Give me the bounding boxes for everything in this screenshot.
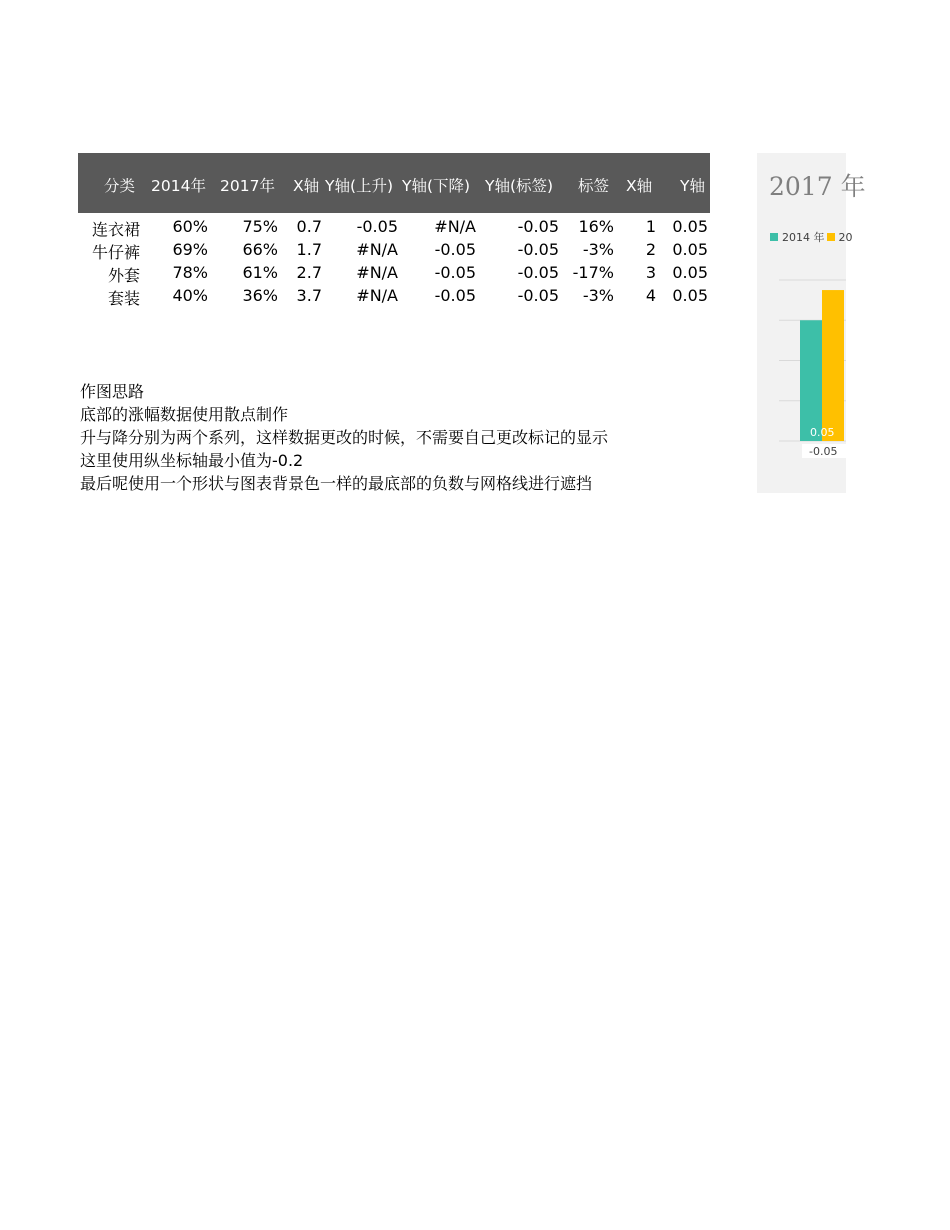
chart-panel[interactable] <box>757 153 866 493</box>
table-cell: -0.05 <box>517 263 559 282</box>
header-y-axis: Y轴 <box>680 177 705 195</box>
table-header-row <box>78 153 710 213</box>
chart-title: 2017 年 <box>769 172 866 201</box>
table-cell: 3.7 <box>296 286 322 305</box>
table-cell: 16% <box>578 217 614 236</box>
table-cell: -0.05 <box>434 286 476 305</box>
table-cell: -0.05 <box>434 240 476 259</box>
header-x-axis: X轴 <box>293 177 320 195</box>
table-cell: 61% <box>242 263 278 282</box>
table-cell: -0.05 <box>517 240 559 259</box>
table-cell: 2.7 <box>296 263 322 282</box>
header-label: 标签 <box>578 177 610 195</box>
table-cell: 40% <box>172 286 208 305</box>
table-cell: 4 <box>645 286 656 305</box>
data-table <box>78 153 710 307</box>
header-category: 分类 <box>104 177 136 195</box>
table-cell: -3% <box>582 240 614 259</box>
row-category: 外套 <box>107 266 140 285</box>
table-cell: #N/A <box>356 286 398 305</box>
table-cell: -0.05 <box>356 217 398 236</box>
header-x-axis-2: X轴 <box>626 177 653 195</box>
table-cell: -3% <box>582 286 614 305</box>
note-line: 作图思路 <box>80 382 145 401</box>
header-2014: 2014年 <box>151 177 206 195</box>
row-category: 牛仔裤 <box>91 243 140 262</box>
table-cell: -0.05 <box>434 263 476 282</box>
table-cell: -17% <box>572 263 614 282</box>
table-cell: 1.7 <box>296 240 322 259</box>
table-cell: 75% <box>242 217 278 236</box>
table-row <box>78 215 710 238</box>
header-y-label: Y轴(标签) <box>485 177 554 195</box>
table-cell: 0.05 <box>672 240 708 259</box>
row-category: 连衣裙 <box>91 220 140 239</box>
chart-bar <box>800 320 822 441</box>
chart-data-label: 0.05 <box>810 426 835 439</box>
table-cell: #N/A <box>434 217 476 236</box>
table-row <box>78 284 710 307</box>
chart-plot <box>757 153 846 493</box>
chart-axis-label: -0.05 <box>809 445 838 458</box>
table-cell: 2 <box>645 240 656 259</box>
note-line: 升与降分别为两个系列，这样数据更改的时候，不需要自己更改标记的显示 <box>80 428 609 447</box>
table-cell: -0.05 <box>517 217 559 236</box>
table-cell: 0.05 <box>672 286 708 305</box>
row-category: 套装 <box>107 289 140 308</box>
table-cell: 0.05 <box>672 217 708 236</box>
table-cell: 69% <box>172 240 208 259</box>
table-cell: 36% <box>242 286 278 305</box>
table-cell: 1 <box>645 217 656 236</box>
chart-bar <box>822 290 844 441</box>
table-row <box>78 238 710 261</box>
header-2017: 2017年 <box>220 177 275 195</box>
note-line: 底部的涨幅数据使用散点制作 <box>80 405 289 424</box>
note-line: 最后呢使用一个形状与图表背景色一样的最底部的负数与网格线进行遮挡 <box>80 474 593 493</box>
legend-label: 20 <box>838 231 853 244</box>
table-row <box>78 261 710 284</box>
table-cell: 0.05 <box>672 263 708 282</box>
notes-block <box>80 380 608 495</box>
table-cell: #N/A <box>356 240 398 259</box>
table-cell: 78% <box>172 263 208 282</box>
table-cell: #N/A <box>356 263 398 282</box>
table-cell: 3 <box>645 263 656 282</box>
note-line: 这里使用纵坐标轴最小值为-0.2 <box>80 451 304 470</box>
table-cell: 0.7 <box>296 217 322 236</box>
header-y-up: Y轴(上升) <box>325 177 394 195</box>
header-y-down: Y轴(下降) <box>402 177 471 195</box>
table-cell: -0.05 <box>517 286 559 305</box>
legend-label: 2014 年 <box>782 231 825 244</box>
table-cell: 60% <box>172 217 208 236</box>
table-cell: 66% <box>242 240 278 259</box>
